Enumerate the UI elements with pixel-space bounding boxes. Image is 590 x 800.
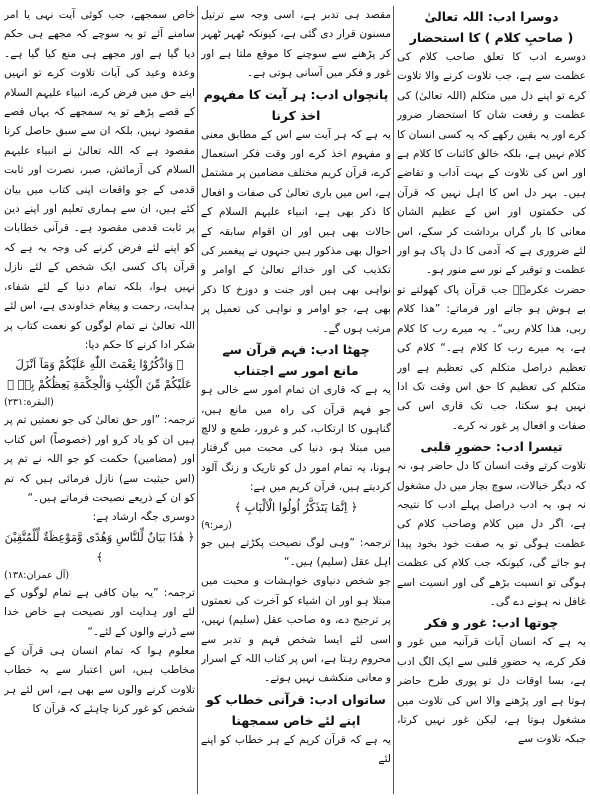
quran-verse: ﴿ هٰذَا بَیَانٌ لِّلنَّاسِ وَهُدًی وَّمَوْعِظَةٌ لِّلْمُتَّقِیْنَ ﴾ [4, 530, 195, 564]
verse-reference: (البقرة:۲۳۱) [4, 397, 54, 409]
column-right [397, 6, 586, 794]
paragraph: دوسرے ادب کا تعلق صاحب کلام کی عظمت سے ہے، جب تلاوت کرنے والا تلاوت کرے تو اپنے دل میں متکلم (اللہ تعالیٰ) کی عظمت و رفعت شان کا استحضار ضرور کرے اور یہ یقین رکھے کہ یہ کسی انسان کا کلام نہیں ہے، بلکہ خالق کائنات کا کلام ہے اور اس کی تلاوت کے بہت آداب و تقاضے ہیں۔ بہر دل اس کا اہل نہیں کہ قرآن کی حکمتوں اور اس کے عظیم الشان معانی کا بار گراں برداشت کر سکے، اس لئے ضروری ہے کہ آدمی کا دل پاک ہو اور عظمت و توقیر کے نور سے منور ہو۔ [397, 51, 586, 277]
heading-second-adab: دوسرا ادب: اللہ تعالیٰ [424, 9, 559, 24]
paragraph: یہ ہے کہ انسان آیات قرآنیہ میں غور و فکر کرے، یہ حضورِ قلبی سے ایک الگ ادب ہے، بسا اوقات دل تو پوری طرح حاضر ہوتا ہے اور پڑھنے والا اس کی تلاوت میں مشغول ہوتا ہے، لیکن غور نہیں کرتا، جبکہ تلاوت سے [397, 636, 586, 746]
paragraph: یہ ہے کہ قرآن کریم کے ہر خطاب کو اپنے لئے [201, 733, 391, 766]
paragraph: تلاوت کرتے وقت انسان کا دل حاضر ہو، نہ کہ دیگر خیالات، سوچ بچار میں دل مشغول نہ ہو، یہ ادب دراصل پہلے ادب کا نتیجہ ہے، اگر دل میں کلام وصاحب کلام کی عظمت ہوگی تو یہ صفت خود بخود پیدا ہو جائے گی، کیونکہ جب کلام کی عظمت ہوگی تو انسیت بڑھے گی اور انسیت اسے غافل نہ ہونے دے گی۔ [397, 460, 586, 608]
paragraph: مقصد ہی تدبر ہے، اسی وجہ سے ترتیل مسنون قرار دی گئی ہے، کیونکہ ٹھہر ٹھہر کر پڑھنے سے سوچنے کا موقع ملتا ہے اور غور و فکر میں آسانی ہوتی ہے۔ [201, 9, 391, 80]
heading-sixth-adab-sub: مانع امور سے اجتناب [233, 363, 359, 379]
paragraph: دوسری جگہ ارشاد ہے: [92, 511, 195, 524]
paragraph: حضرت عکرمہؓ جب قرآن پاک کھولتے تو بے ہوش ہو جاتے اور فرماتے: ”ھذا کلام ربی، ھذا کلام ربی“۔ یہ میرے رب کا کلام ہے، یہ میرے رب کا کلام ہے۔“ کلام کی تعظیم دراصل متکلم کی تعظیم ہے اور متکلم کی تعظیم کا حق اس وقت تک ادا نہیں ہو سکتا، جب تک قاری اس کی صفات و افعال پر غور نہ کرے۔ [397, 283, 586, 432]
verse-reference: (زمر:۹) [201, 519, 232, 531]
translation: ترجمہ: ”اور حق تعالیٰ کی جو نعمتیں تم پر ہیں ان کو یاد کرو اور (خصوصاً) اس کتاب اور (مضامین) حکمت کو جو اللہ نے تم پر (اس حیثیت سے) نازل فرمائی ہیں کہ تم کو ان کے ذریعے نصیحت فرماتے ہیں۔“ [4, 414, 195, 504]
verse-reference: (آل عمران:۱۳۸) [4, 569, 70, 581]
heading-fifth-adab: پانچواں ادب: ہر آیت کا مفہوم اخذ کرنا [203, 86, 389, 123]
translation: ترجمہ: ”وہی لوگ نصیحت پکڑتے ہیں جو اہل عقل (سلیم) ہیں۔“ [201, 536, 391, 568]
heading-sixth-adab: چھٹا ادب: فہم قرآن سے [222, 342, 370, 358]
column-divider [393, 6, 394, 794]
heading-fourth-adab: چوتھا ادب: غور و فکر [424, 615, 559, 631]
column-divider [197, 6, 198, 794]
heading-seventh-adab-sub: اپنے لئے خاص سمجھنا [231, 712, 361, 728]
paragraph: یہ ہے کہ قاری ان تمام امور سے خالی ہو جو فہم قرآن کی راہ میں مانع ہیں، گناہوں کا ارتکاب، کبر و غرور، طمع و لالچ میں مبتلا ہو، دنیا کی محبت میں گرفتار ہونا، یہ تمام امور دل کو تاریک و زنگ آلود کردیتے ہیں، قرآن کریم میں ہے: [201, 384, 391, 494]
paragraph: یہ ہے کہ ہر آیت سے اس کے مطابق معنی و مفہوم اخذ کرے اور وقت فکر استعمال کرے، قرآن کریم مختلف مضامین پر مشتمل ہے، اس میں باری تعالیٰ کی صفات و افعال کا ذکر بھی ہے، انبیاء علیہم السلام کے حالات بھی ہیں اور ان اقوام سابقہ کے احوال بھی مذکور ہیں جنہوں نے پیغمبر کی تکذیب کی اور خدائے تعالیٰ کے اوامر و نواہی بھی ہیں اور جنت و دوزخ کا ذکر بھی ہے، جو اوامر و نواہی کی تعمیل پر مرتب ہوں گے۔ [201, 128, 391, 335]
paragraph: معلوم ہوا کہ تمام انسان ہی قرآن کے مخاطب ہیں، اس اعتبار سے یہ خطاب تلاوت کرنے والوں سے بھی ہے، اس لئے ہر شخص کو غور کرنا چاہئے کہ قرآن کا [4, 644, 195, 716]
heading-seventh-adab: ساتواں ادب: قرآنی خطاب کو [206, 691, 386, 707]
heading-third-adab: تیسرا ادب: حضورِ قلبی [420, 439, 563, 455]
column-left [4, 6, 195, 794]
paragraph: جو شخص دنیاوی خواہشات و محبت میں مبتلا ہو اور ان اشیاء کو آخرت کی نعمتوں پر ترجیح دے، وہ صاحب عقل (سلیم) نہیں، اسی لئے ایسا شخص فہم و تدبر سے محروم رہتا ہے، اس پر کتاب اللہ کے اسرار و معانی منکشف نہیں ہوتے۔ [201, 575, 391, 685]
column-middle [201, 6, 391, 794]
quran-verse: ﴿ اِنَّمَا یَتَذَکَّرُ اُولُوا الْاَلْبَابِ ﴾ [234, 500, 358, 514]
paragraph: خاص سمجھے، جب کوئی آیت نہی یا امر سامنے آئے تو یہ سوچے کہ مجھے ہی حکم دیا گیا ہے اور مجھے ہی منع کیا گیا ہے۔ وعدہ وعید کی آیات تلاوت کرے تو انہیں اپنے حق میں فرض کرے، انبیاء علیہم السلام کے قصے پڑھے تو یہ سمجھے کہ یہاں قصے مقصود نہیں، بلکہ ان سے سبق حاصل کرنا مقصود ہے کہ اللہ تعالیٰ نے انبیاء علیہم السلام کی آزمائش، صبر، نصرت اور ثابت قدمی کے جو واقعات اپنی کتاب میں بیان کئے ہیں، ان سے ہماری تعلیم اور اپنے دین پر ثابت قدمی مقصود ہے۔ قرآنی خطابات کو اپنے لئے فرض کرنے کی وجہ یہ ہے کہ قرآن پاک کسی ایک شخص کے لئے نازل نہیں ہوا، بلکہ تمام دنیا کے لئے شفاء، ہدایت، رحمت و پیغام خداوندی ہے، اس لئے اللہ تعالیٰ نے تمام لوگوں کو نعمت کتاب پر شکر ادا کرنے کا حکم دیا: [4, 9, 195, 351]
heading-second-adab-sub: ( صاحبِ کلام ) کا استحضار [409, 30, 574, 45]
translation: ترجمہ: ”یہ بیان کافی ہے تمام لوگوں کے لئے اور ہدایت اور نصیحت ہے خاص خدا سے ڈرنے والوں کے لئے۔“ [4, 586, 195, 638]
quran-verse: ﴿ وَاذْکُرُوْا نِعْمَتَ اللّٰهِ عَلَیْکُمْ وَمَآ اَنْزَلَ عَلَیْکُمْ مِّنَ الْکِتٰبِ وَالْحِکْمَةِ یَعِظُکُمْ بِهٖ ﴾ [7, 358, 192, 392]
